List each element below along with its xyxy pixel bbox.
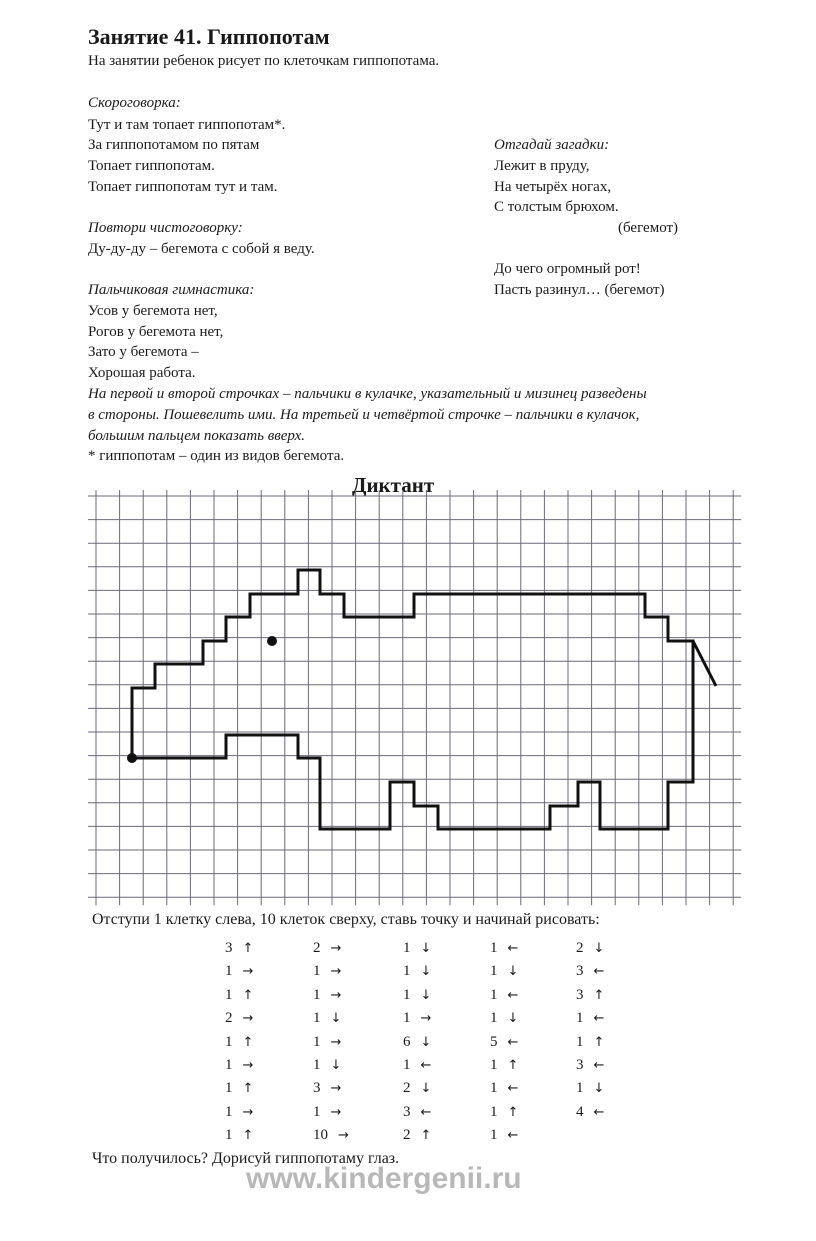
dictation-instruction: Отступи 1 клетку слева, 10 клеток сверху, ставь точку и начинай рисовать: [92,911,600,928]
arrow-right-icon: → [338,1128,349,1144]
step-count: 1 [313,963,321,980]
step-count: 3 [313,1080,321,1097]
arrow-right-icon: → [242,964,254,980]
arrow-up-icon: ↑ [507,1058,519,1073]
dictation-step [490,1080,518,1097]
dictation-step [225,1010,253,1027]
step-count: 1 [403,1057,411,1073]
step-count: 1 [490,940,498,956]
step-count: 1 [490,963,498,980]
dictation-step [225,940,253,957]
arrow-right-icon: → [330,964,342,980]
arrow-up-icon: ↑ [507,1104,519,1120]
arrow-left-icon: ← [593,1058,605,1073]
dictation-step [225,1080,253,1097]
step-count: 3 [576,1057,584,1073]
finger-gym-instruction: большим пальцем показать вверх. [88,428,306,444]
step-count: 1 [225,1033,233,1050]
step-count: 1 [576,1033,584,1050]
step-count: 1 [490,1127,498,1144]
dictation-step [225,1127,253,1144]
dictation-step [490,963,518,980]
arrow-left-icon: ← [507,1081,519,1097]
arrow-down-icon: ↓ [420,941,432,956]
tongue-twister-line: Топает гиппопотам. [88,158,215,174]
step-count: 2 [225,1010,233,1027]
arrow-right-icon: → [330,1034,342,1050]
arrow-up-icon: ↑ [593,987,605,1003]
arrow-right-icon: → [330,941,342,956]
footnote: * гиппопотам – один из видов бегемота. [88,448,345,464]
arrow-left-icon: ← [507,1034,519,1050]
step-count: 1 [490,1010,498,1027]
dictation-step [403,987,431,1004]
step-count: 1 [313,1033,321,1050]
arrow-right-icon: → [420,1011,432,1027]
dictation-step [576,963,604,980]
arrow-left-icon: ← [507,987,519,1003]
dictation-step [490,1010,518,1027]
page-title: Занятие 41. Гиппопотам [88,24,330,49]
finger-gym-line: Усов у бегемота нет, [88,303,218,319]
finger-gym-line: Хорошая работа. [88,365,196,381]
dictation-step [576,987,604,1004]
step-count: 1 [403,963,411,980]
arrow-up-icon: ↑ [242,987,254,1003]
riddle-line: С толстым брюхом. [494,199,619,215]
arrow-right-icon: → [330,1081,342,1097]
arrow-right-icon: → [242,1104,254,1120]
dictation-step [576,940,604,957]
arrow-right-icon: → [242,1011,254,1027]
hippo-outline [132,570,693,829]
arrow-left-icon: ← [507,941,519,956]
dictation-step [490,987,518,1004]
step-count: 2 [313,940,321,956]
riddle-line: На четырёх ногах, [494,179,612,195]
arrow-left-icon: ← [593,1104,605,1120]
dictation-step [313,940,341,957]
step-count: 1 [490,986,498,1003]
dictation-step [313,1010,341,1027]
step-count: 1 [576,1010,584,1027]
tongue-twister-heading: Скороговорка: [88,95,181,111]
step-count: 2 [576,940,584,956]
dictation-step [313,1034,341,1051]
riddle-answer: (бегемот) [618,220,679,236]
arrow-down-icon: ↓ [420,1034,432,1050]
arrow-up-icon: ↑ [242,1081,254,1097]
finger-gym-line: Зато у бегемота – [88,344,199,360]
step-count: 1 [490,1103,498,1120]
step-count: 5 [490,1033,498,1050]
dictation-step [313,963,341,980]
dictation-step [576,1034,604,1051]
step-count: 4 [576,1103,584,1120]
tongue-twister-line: Тут и там топает гиппопотам*. [88,117,286,133]
hippo-eye [267,636,277,646]
footer-url: www.kindergenii.ru [246,1162,522,1195]
dictation-step [403,1080,431,1097]
arrow-up-icon: ↑ [420,1128,432,1144]
tongue-twister-line: Топает гиппопотам тут и там. [88,179,278,195]
arrow-right-icon: → [242,1058,254,1073]
hippo-tail [693,641,716,686]
dictation-step [490,1057,518,1074]
dictation-step [313,1057,341,1074]
dictation-heading: Диктант [352,473,435,497]
step-count: 2 [403,1127,411,1144]
step-count: 1 [225,1080,233,1097]
arrow-left-icon: ← [507,1128,519,1144]
step-count: 1 [225,1103,233,1120]
finger-gym-line: Рогов у бегемота нет, [88,324,224,340]
dictation-step [225,1057,253,1074]
dictation-step [576,1104,604,1121]
dictation-step [313,1127,349,1144]
finger-gym-heading: Пальчиковая гимнастика: [88,282,255,298]
dictation-step [403,1127,431,1144]
arrow-down-icon: ↓ [507,1011,519,1027]
step-count: 1 [576,1080,584,1097]
arrow-down-icon: ↓ [593,941,605,956]
start-dot [127,753,137,763]
arrow-up-icon: ↑ [242,1034,254,1050]
page-subtitle: На занятии ребенок рисует по клеточкам гиппопотама. [88,53,440,69]
step-count: 1 [225,986,233,1003]
dictation-step [403,963,431,980]
dictation-step [403,1034,431,1051]
dictation-step [490,1104,518,1121]
riddle-line: Лежит в пруду, [494,158,590,174]
arrow-left-icon: ← [593,1011,605,1027]
finger-gym-instruction: в стороны. Пошевелить ими. На третьей и четвёртой строчке – пальчики в кулачок, [88,407,640,423]
riddle-line: До чего огромный рот! [494,261,641,277]
arrow-down-icon: ↓ [420,1081,432,1097]
arrow-down-icon: ↓ [420,964,432,980]
pure-phrase-text: Ду-ду-ду – бегемота с собой я веду. [88,241,315,257]
dictation-step [403,1057,431,1074]
step-count: 1 [225,1127,233,1144]
arrow-right-icon: → [330,987,342,1003]
step-count: 2 [403,1080,411,1097]
dictation-step [403,1104,431,1121]
dictation-step [576,1010,604,1027]
arrow-up-icon: ↑ [242,1128,254,1144]
final-prompt: Что получилось? Дорисуй гиппопотаму глаз. [92,1150,400,1167]
dictation-step [225,987,253,1004]
dictation-step [403,940,431,957]
step-count: 1 [225,963,233,980]
dictation-step [313,987,341,1004]
step-count: 3 [576,963,584,980]
pure-phrase-heading: Повтори чистоговорку: [88,220,243,236]
dictation-step [576,1057,604,1074]
step-count: 1 [225,1057,233,1073]
finger-gym-instruction: На первой и второй строчках – пальчики в кулачке, указательный и мизинец разведены [88,386,647,402]
step-count: 1 [403,940,411,956]
step-count: 1 [403,986,411,1003]
step-count: 1 [490,1080,498,1097]
dictation-step [313,1104,341,1121]
dictation-step [490,1034,518,1051]
dictation-step [225,963,253,980]
dictation-step [225,1034,253,1051]
dictation-step [225,1104,253,1121]
dictation-step [490,940,518,957]
riddles-heading: Отгадай загадки: [494,137,610,153]
arrow-down-icon: ↓ [330,1011,342,1027]
step-count: 1 [313,986,321,1003]
step-count: 1 [403,1010,411,1027]
step-count: 3 [225,940,233,956]
step-count: 1 [490,1057,498,1073]
step-count: 1 [313,1057,321,1073]
dictation-step [576,1080,604,1097]
arrow-up-icon: ↑ [593,1034,605,1050]
step-count: 3 [576,986,584,1003]
dictation-step [313,1080,341,1097]
step-count: 3 [403,1103,411,1120]
arrow-left-icon: ← [420,1104,432,1120]
dictation-step [403,1010,431,1027]
step-count: 1 [313,1010,321,1027]
arrow-down-icon: ↓ [330,1058,342,1073]
arrow-down-icon: ↓ [593,1081,605,1097]
arrow-down-icon: ↓ [420,987,432,1003]
arrow-right-icon: → [330,1104,342,1120]
step-count: 1 [313,1103,321,1120]
step-count: 10 [313,1127,328,1144]
riddle-line: Пасть разинул… (бегемот) [494,282,665,298]
step-count: 6 [403,1033,411,1050]
dictation-step [490,1127,518,1144]
arrow-left-icon: ← [420,1058,432,1073]
arrow-up-icon: ↑ [242,941,254,956]
tongue-twister-line: За гиппопотамом по пятам [88,137,260,153]
arrow-down-icon: ↓ [507,964,519,980]
arrow-left-icon: ← [593,964,605,980]
